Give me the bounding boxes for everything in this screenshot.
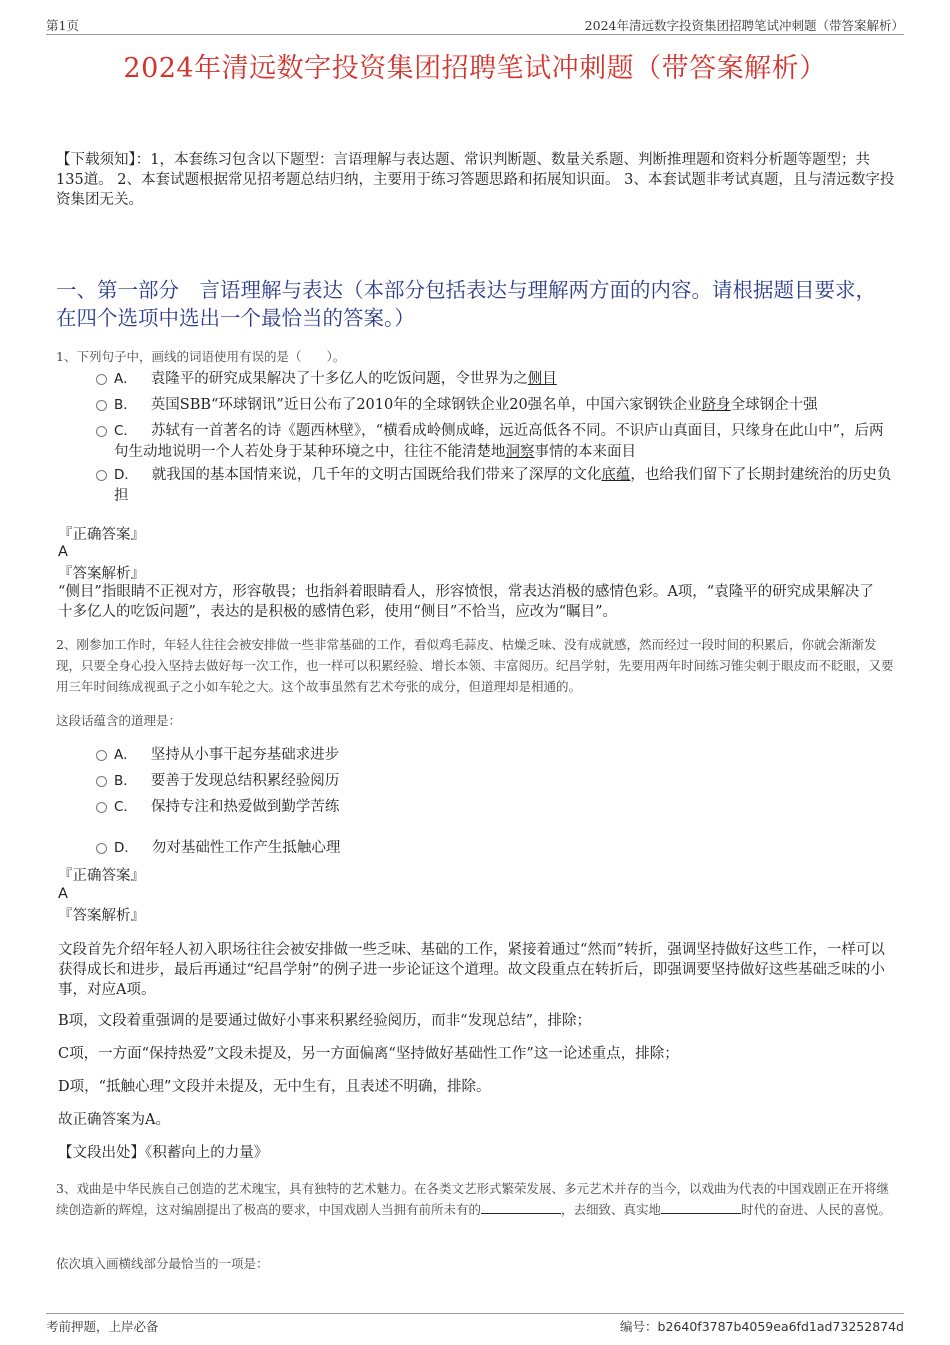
q2-source: 【文段出处】《积蓄向上的力量》 (58, 1145, 269, 1161)
q1-answer: A (58, 544, 68, 560)
underlined-word: 洞察 (505, 444, 535, 460)
q2-option-d[interactable]: D． 勿对基础性工作产生抵触心理 (96, 838, 892, 859)
q2-analysis-paragraph: D项，“抵触心理”文段并未提及，无中生有，且表述不明确，排除。 (58, 1079, 491, 1095)
radio-icon[interactable] (96, 400, 107, 411)
section-heading: 一、第一部分 言语理解与表达（本部分包括表达与理解两方面的内容。请根据题目要求，在四个选项中选出一个最恰当的答案。） (56, 278, 876, 330)
radio-icon[interactable] (96, 843, 107, 854)
q2-option-a[interactable]: A． 坚持从小事干起夯基础求进步 (96, 745, 892, 766)
radio-icon[interactable] (96, 470, 107, 481)
q1-option-d[interactable]: D． 就我国的基本国情来说，几千年的文明古国既给我们带来了深厚的文化底蕴，也给我们留下了长期封建统治的历史负担 (96, 465, 892, 507)
underlined-word: 跻身 (701, 397, 731, 413)
q2-analysis-label: 『答案解析』 (58, 908, 145, 924)
q1-option-b[interactable]: B． 英国SBB“环球钢讯”近日公布了2010年的全球钢铁企业20强名单，中国六家钢铁企业跻身全球钢企十强 (96, 395, 892, 416)
radio-icon[interactable] (96, 776, 107, 787)
question-1-stem: 1、下列句子中，画线的词语使用有误的是（ ）。 (56, 349, 346, 364)
q2-analysis-paragraph: 故正确答案为A。 (58, 1112, 170, 1128)
download-notice: 【下载须知】：1，本套练习包含以下题型：言语理解与表达题、常识判断题、数量关系题、判断推理题和资料分析题等题型；共135道。 2、本套试题根据常见招考题总结归纳，主要用于练习答题思路和拓展知识面。 3、本套试题非考试真题，且与清远数字投资集团无关。 (56, 152, 895, 208)
q2-option-c[interactable]: C． 保持专注和热爱做到勤学苦练 (96, 797, 892, 818)
underlined-word: 底蕴 (601, 467, 631, 483)
q2-option-b[interactable]: B． 要善于发现总结积累经验阅历 (96, 771, 892, 792)
question-3-stem: 3、戏曲是中华民族自己创造的艺术瑰宝，具有独特的艺术魅力。在各类文艺形式繁荣发展、多元艺术并存的当今，以戏曲为代表的中国戏剧正在开将继续创造新的辉煌，这对编剧提出了极高的要求，中国戏剧人当拥有前所未有的 ，去细致、真实地 时代的奋进、人民的喜悦。 (56, 1181, 892, 1217)
q2-answer-label: 『正确答案』 (58, 868, 145, 884)
underlined-word: 侧目 (527, 371, 557, 387)
q1-option-a[interactable]: A． 袁隆平的研究成果解决了十多亿人的吃饭问题，令世界为之侧目 (96, 369, 892, 390)
q2-analysis-paragraph: C项，一方面“保持热爱”文段未提及，另一方面偏离“坚持做好基础性工作”这一论述重点，排除； (58, 1046, 679, 1062)
question-2-prompt: 这段话蕴含的道理是： (56, 713, 182, 728)
q1-analysis: “侧目”指眼睛不正视对方，形容敬畏；也指斜着眼睛看人，形容愤恨，常表达消极的感情色彩。A项，“袁隆平的研究成果解决了十多亿人的吃饭问题”，表达的是积极的感情色彩，使用“侧目”不恰当，应改为“瞩目”。 (58, 584, 874, 620)
radio-icon[interactable] (96, 426, 107, 437)
radio-icon[interactable] (96, 750, 107, 761)
fill-blank[interactable] (661, 1201, 741, 1214)
q2-answer: A (58, 886, 68, 902)
q2-analysis-paragraph: B项，文段着重强调的是要通过做好小事来积累经验阅历，而非“发现总结”，排除； (58, 1013, 591, 1029)
footer-slogan: 考前押题，上岸必备 (46, 1319, 159, 1334)
page-header (46, 16, 904, 35)
q1-analysis-label: 『答案解析』 (58, 566, 145, 582)
document-title: 2024年清远数字投资集团招聘笔试冲刺题（带答案解析） (123, 53, 827, 84)
q1-answer-label: 『正确答案』 (58, 527, 145, 543)
q1-option-c[interactable]: C． 苏轼有一首著名的诗《题西林壁》，“横看成岭侧成峰，远近高低各不同。不识庐山真面目，只缘身在此山中”，后两句生动地说明一个人若处身于某种环境之中，往往不能清楚地洞察事情的本来面目 (96, 421, 892, 463)
page-footer (46, 1313, 904, 1334)
radio-icon[interactable] (96, 374, 107, 385)
footer-code: 编号：b2640f3787b4059ea6fd1ad73252874d (620, 1319, 904, 1334)
page-number: 第1页 (46, 18, 79, 33)
header-doc-title: 2024年清远数字投资集团招聘笔试冲刺题（带答案解析） (584, 18, 904, 33)
q2-analysis-paragraph: 文段首先介绍年轻人初入职场往往会被安排做一些乏味、基础的工作，紧接着通过“然而”转折，强调坚持做好这些工作，一样可以获得成长和进步，最后再通过“纪昌学射”的例子进一步论证这个道理。故文段重点在转折后，即强调要坚持做好这些基础乏味的小事，对应A项。 (58, 942, 885, 998)
radio-icon[interactable] (96, 802, 107, 813)
fill-blank[interactable] (481, 1201, 561, 1214)
question-3-prompt: 依次填入画横线部分最恰当的一项是： (56, 1256, 269, 1271)
question-2-stem: 2、刚参加工作时，年轻人往往会被安排做一些非常基础的工作，看似鸡毛蒜皮、枯燥乏味、没有成就感，然而经过一段时间的积累后，你就会渐渐发现，只要全身心投入坚持去做好每一次工作，也一样可以积累经验、增长本领、丰富阅历。纪昌学射，先要用两年时间练习锥尖刺于眼皮而不眨眼，又要用三年时间练成视虱子之小如车轮之大。这个故事虽然有艺术夸张的成分，但道理却是相通的。 (56, 637, 894, 694)
